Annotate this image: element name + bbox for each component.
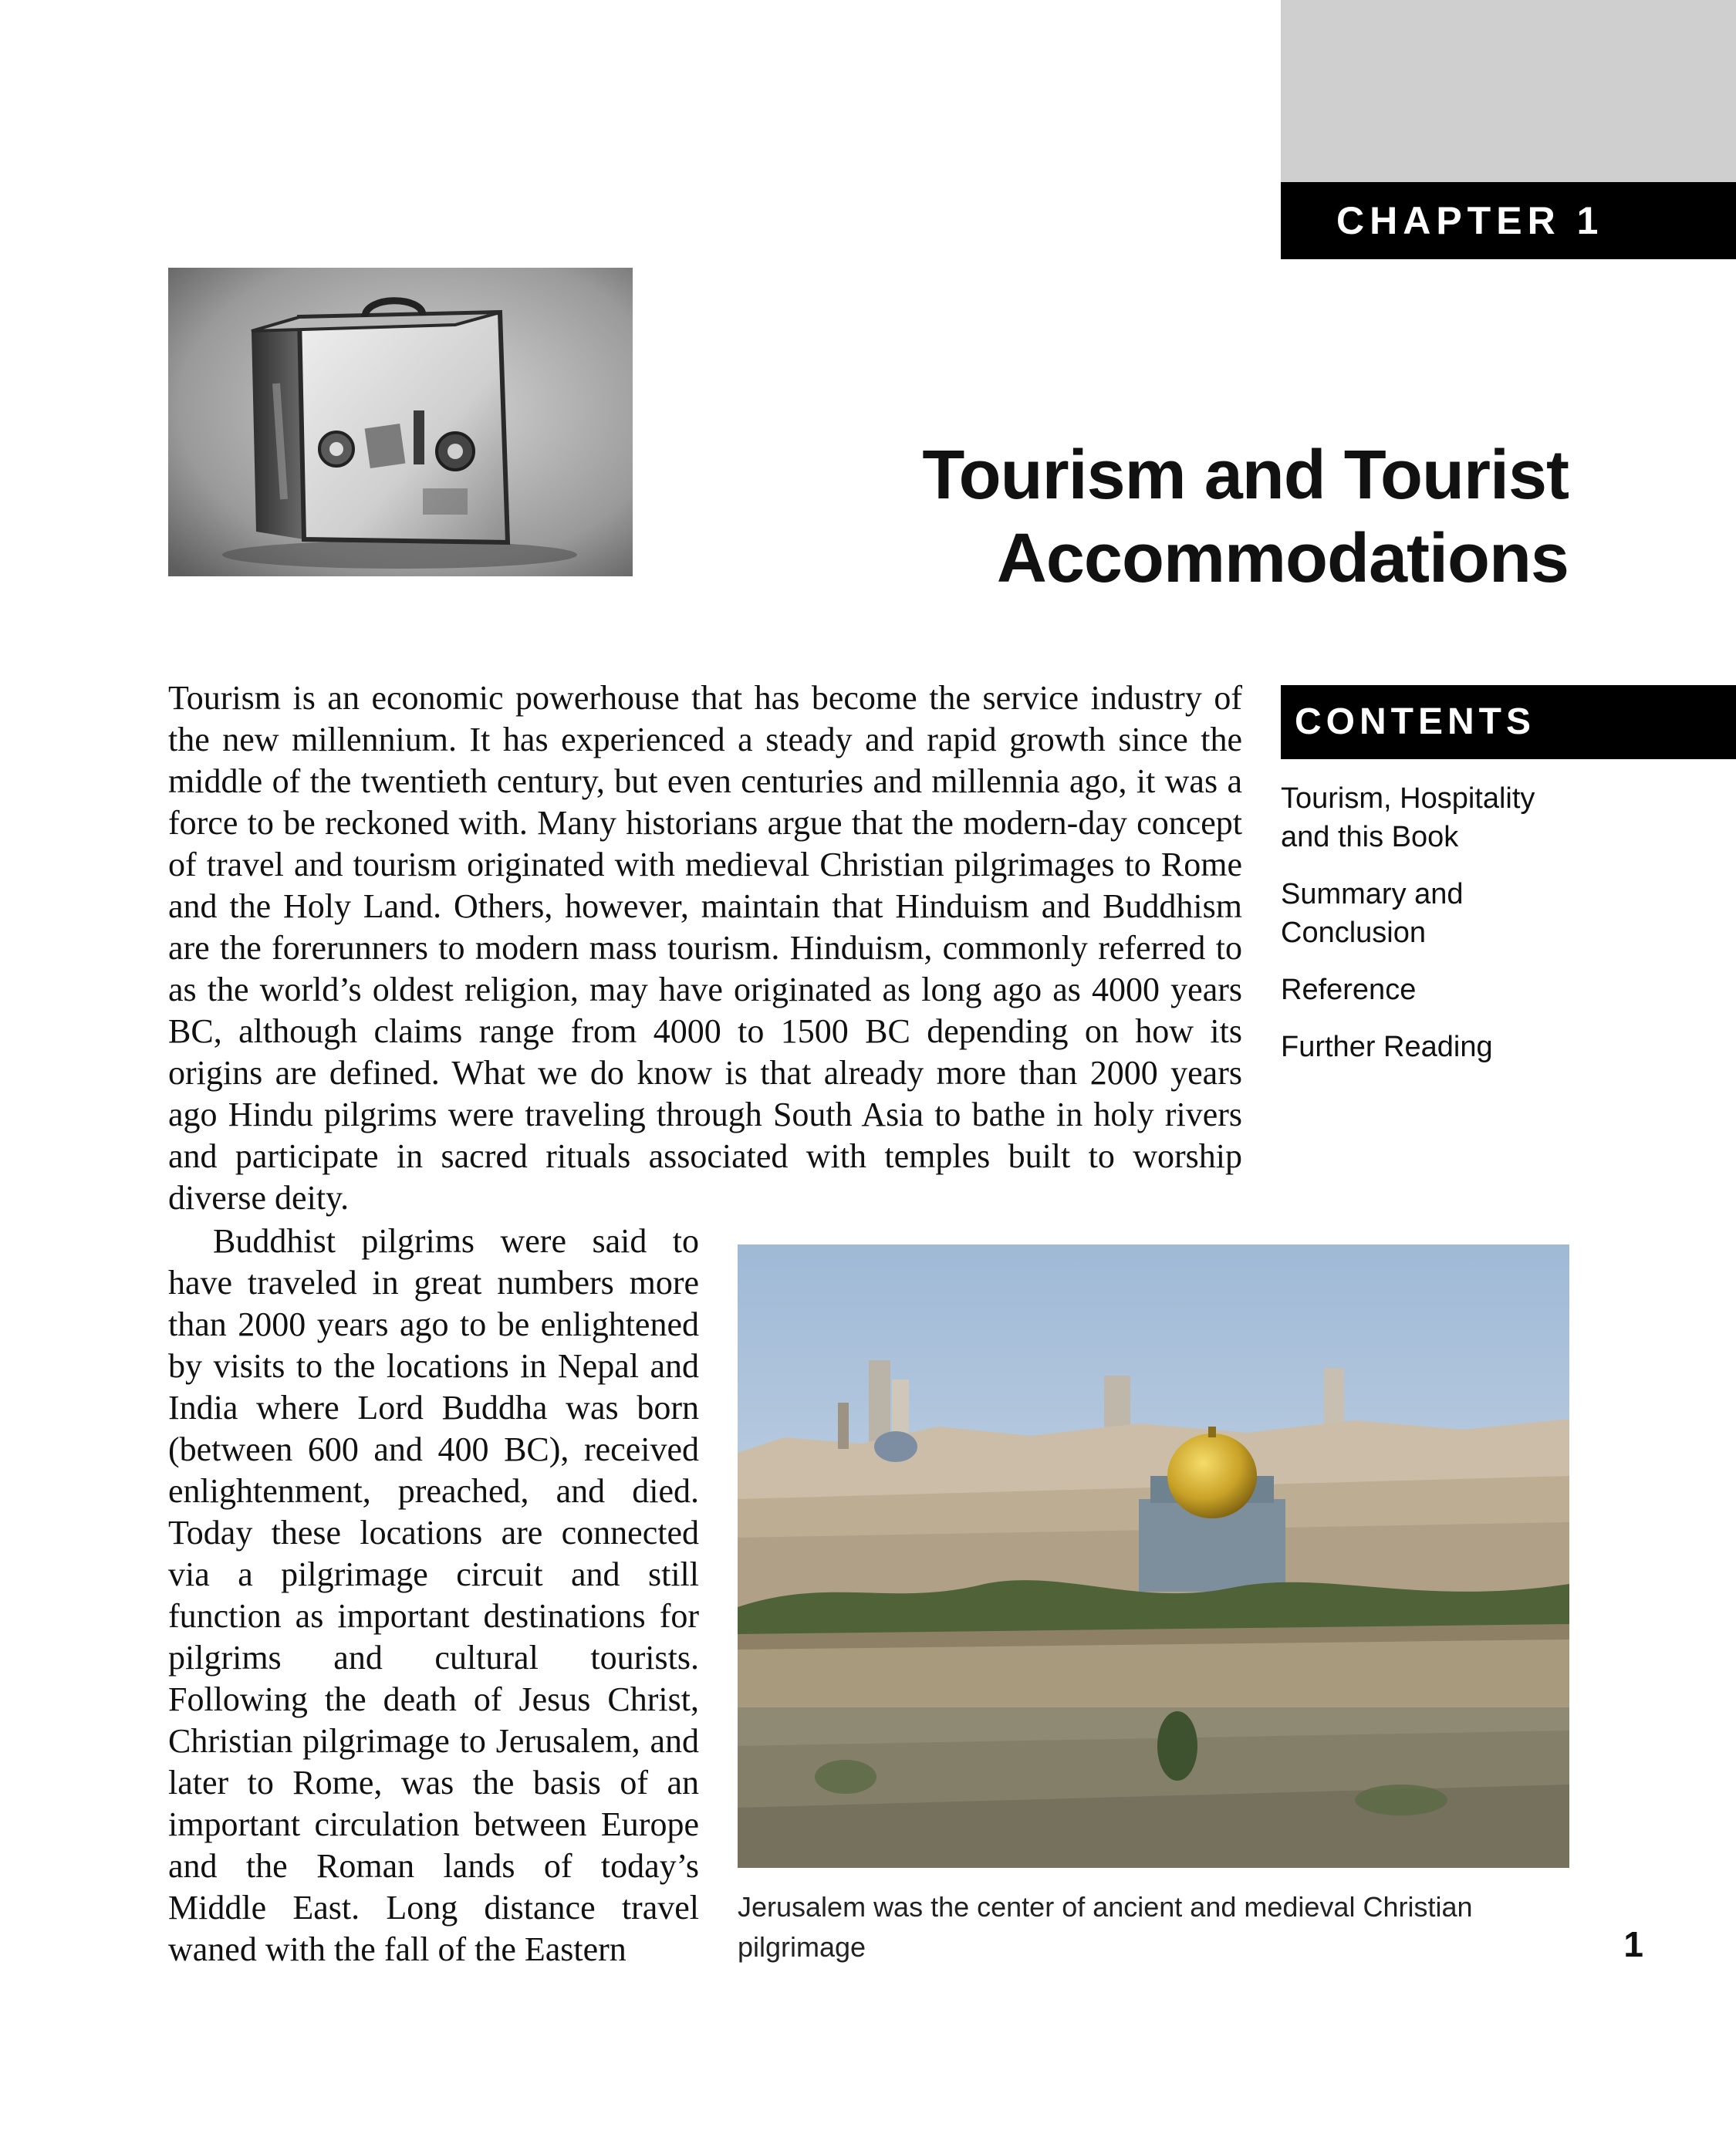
title-line-1: Tourism and Tourist (922, 437, 1569, 514)
contents-heading (1281, 685, 1736, 759)
contents-item[interactable] (1281, 875, 1543, 952)
caption-line-2: pilgrimage (738, 1931, 866, 1963)
contents-item-line: and this Book (1281, 821, 1459, 853)
contents-item[interactable] (1281, 779, 1543, 856)
contents-item-line: Conclusion (1281, 917, 1426, 949)
contents-item-line: Reference (1281, 974, 1417, 1006)
chapter-tab-background (1281, 0, 1736, 182)
caption-line-1: Jerusalem was the center of ancient and medieval Christian (738, 1891, 1473, 1923)
contents-heading-text: CONTENTS (1295, 701, 1535, 742)
jerusalem-cityscape-photo-icon (738, 1244, 1569, 1868)
intro-paragraph: Tourism is an economic powerhouse that has become the service industry of the new millennium. It has experienced a steady and rapid growth since the middle of the twentieth century, but even centuries and millennia ago, it was a force to be reckoned with. Many historians argue that the modern-day concept of travel and tourism originated with medieval Christian pilgrimages to Rome and the Holy Land. Others, however, maintain that Hinduism and Buddhism are the forerunners to modern mass tourism. Hinduism, commonly referred to as the world’s oldest religion, may have originated as long ago as 4000 years BC, although claims range from 4000 to 1500 BC depending on how its origins are defined. What we do know is that already more than 2000 years ago Hindu pilgrims were traveling through South Asia to bathe in holy rivers and participate in sacred rituals associated with temples built to worship diverse deity. (168, 679, 1242, 1217)
contents-item-line: Tourism, Hospitality (1281, 782, 1535, 815)
vintage-suitcase-photo-icon (168, 268, 633, 576)
contents-item[interactable] (1281, 1028, 1543, 1066)
figure-caption (738, 1887, 1569, 1967)
contents-list (1281, 779, 1543, 1085)
title-line-2: Accommodations (996, 520, 1569, 597)
jerusalem-photo (738, 1244, 1569, 1868)
page-title (720, 434, 1569, 600)
chapter-label (1281, 182, 1736, 259)
contents-item[interactable] (1281, 971, 1543, 1009)
body-paragraph: Buddhist pilgrims were said to have traveled in great numbers more than 2000 years ago to be enlightened by visits to the locations in Nepal and India where Lord Buddha was born (between 600 and 400 BC), received enlightenment, preached, and died. Today these locations are connected via a pilgrimage circuit and still function as important destinations for pilgrims and cultural tourists. Following the death of Jesus Christ, Christian pilgrimage to Jerusalem, and later to Rome, was the basis of an important circulation between Europe and the Roman lands of today’s Middle East. Long distance travel waned with the fall of the Eastern (168, 1222, 699, 1968)
page-number: 1 (1623, 1924, 1643, 1964)
contents-item-line: Further Reading (1281, 1031, 1493, 1063)
chapter-label-text: CHAPTER 1 (1336, 199, 1604, 242)
suitcase-photo (168, 268, 633, 576)
contents-item-line: Summary and (1281, 878, 1464, 910)
